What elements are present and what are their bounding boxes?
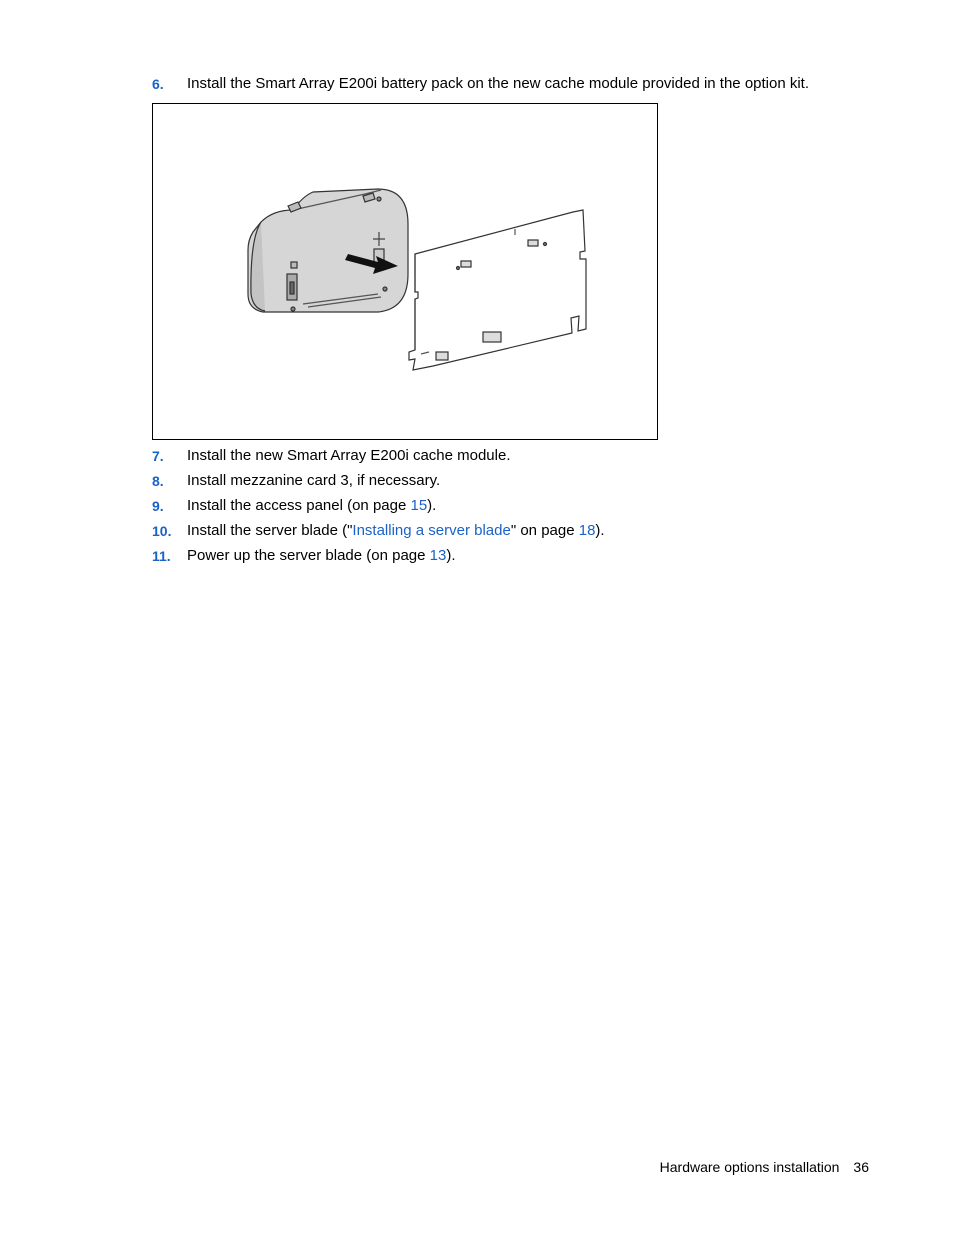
step-number: 7. bbox=[152, 448, 164, 464]
step-text-pre: Power up the server blade (on page bbox=[187, 547, 430, 564]
step-number: 6. bbox=[152, 76, 164, 92]
step-text bbox=[187, 546, 456, 566]
step-text: Install the new Smart Array E200i cache module. bbox=[187, 447, 511, 464]
step-text: Install the Smart Array E200i battery pack on the new cache module provided in the option kit. bbox=[187, 75, 810, 92]
footer-section-title: Hardware options installation bbox=[659, 1159, 840, 1175]
installation-figure bbox=[152, 103, 658, 440]
page-link-18[interactable]: 18 bbox=[578, 522, 596, 539]
step-text-pre: Install the access panel (on page bbox=[187, 497, 411, 514]
step-text-post: ). bbox=[427, 497, 437, 514]
step-text-mid: " on page bbox=[510, 522, 579, 539]
step-text: Install mezzanine card 3, if necessary. bbox=[187, 472, 441, 489]
step-text-post: ). bbox=[595, 522, 605, 539]
installing-server-blade-link[interactable]: Installing a server blade bbox=[352, 522, 511, 539]
step-text-post: ). bbox=[446, 547, 456, 564]
footer-page-number: 36 bbox=[853, 1159, 869, 1175]
step-text bbox=[187, 521, 605, 541]
cache-module-board-icon bbox=[409, 210, 586, 370]
battery-pack-icon bbox=[248, 189, 408, 312]
page-link-15[interactable]: 15 bbox=[410, 497, 428, 514]
page-footer bbox=[660, 1157, 869, 1177]
step-text bbox=[187, 496, 436, 516]
step-number: 8. bbox=[152, 473, 164, 489]
battery-to-cache-module-illustration bbox=[153, 104, 659, 441]
step-text-pre: Install the server blade (" bbox=[187, 522, 353, 539]
step-number: 9. bbox=[152, 498, 164, 514]
step-number: 11. bbox=[152, 548, 171, 564]
page-link-13[interactable]: 13 bbox=[429, 547, 447, 564]
step-number: 10. bbox=[152, 523, 172, 539]
